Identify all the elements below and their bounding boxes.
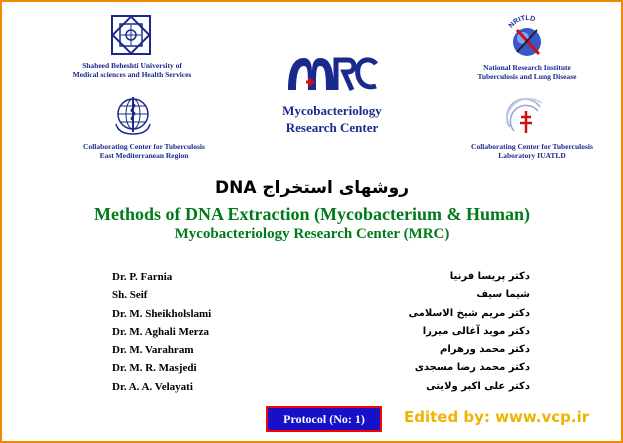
author-en: Dr. A. A. Velayati (112, 380, 193, 393)
author-fa: دکتر موید آغالی میرزا (422, 325, 530, 337)
iuatld-caption-line-1: Collaborating Center for Tuberculosis (471, 142, 593, 151)
iuatld-caption (457, 143, 607, 160)
mrc-name (252, 102, 412, 136)
author-fa: دکتر پریسا فرنیا (449, 271, 530, 282)
who-caption-line-1: Collaborating Center for Tuberculosis (83, 142, 205, 151)
sbmu-logo-icon (110, 14, 152, 56)
nritld-caption (462, 64, 592, 81)
sbmu-caption-line-1: Shaheed Beheshti University of (82, 61, 182, 70)
who-caption (64, 143, 224, 160)
author-fa: دکتر محمد ورهرام (440, 344, 530, 356)
nritld-logo-icon (501, 12, 553, 62)
author-en: Dr. M. Varahram (112, 344, 194, 357)
english-title: Methods of DNA Extraction (Mycobacterium & Human) (94, 204, 530, 224)
english-subtitle: Mycobacteriology Research Center (MRC) (174, 226, 450, 242)
sbmu-caption (62, 62, 202, 79)
author-fa: دکتر محمد رضا مسجدی (414, 362, 530, 374)
sbmu-caption-line-2: Medical sciences and Health Services (72, 69, 192, 79)
mrc-logo-icon (286, 54, 378, 94)
author-en: Dr. M. Sheikholslami (112, 307, 212, 320)
author-en: Sh. Seif (112, 289, 148, 302)
author-fa: دکتر علی اکبر ولایتی (426, 380, 530, 392)
nritld-caption-line-1: National Research Institute (483, 63, 571, 72)
who-emblem-icon (112, 94, 154, 136)
persian-title: روشهای استخراج DNA (215, 178, 409, 198)
authors-english (112, 268, 262, 396)
mrc-name-line-2: Research Center (285, 120, 379, 135)
who-caption-line-2: East Mediterranean Region (99, 150, 189, 160)
iuatld-logo-icon (502, 97, 548, 139)
author-en: Dr. M. Aghali Merza (112, 325, 210, 338)
nritld-caption-line-2: Tuberculosis and Lung Disease (477, 71, 577, 81)
authors-persian (382, 268, 530, 396)
iuatld-caption-line-2: Laboratory IUATLD (498, 150, 566, 160)
author-fa: شیما سیف (476, 289, 530, 301)
author-en: Dr. M. R. Masjedi (112, 362, 197, 375)
protocol-badge: Protocol (No: 1) (266, 406, 382, 432)
nritld-arc-text: NRITLD (507, 14, 536, 30)
edited-by-credit: Edited by: www.vcp.ir (404, 408, 590, 426)
mrc-name-line-1: Mycobacteriology (282, 103, 382, 118)
mrc-logo-text: MRC (332, 93, 335, 94)
author-fa: دکتر مریم شیخ الاسلامی (408, 307, 530, 319)
author-en: Dr. P. Farnia (112, 271, 173, 283)
